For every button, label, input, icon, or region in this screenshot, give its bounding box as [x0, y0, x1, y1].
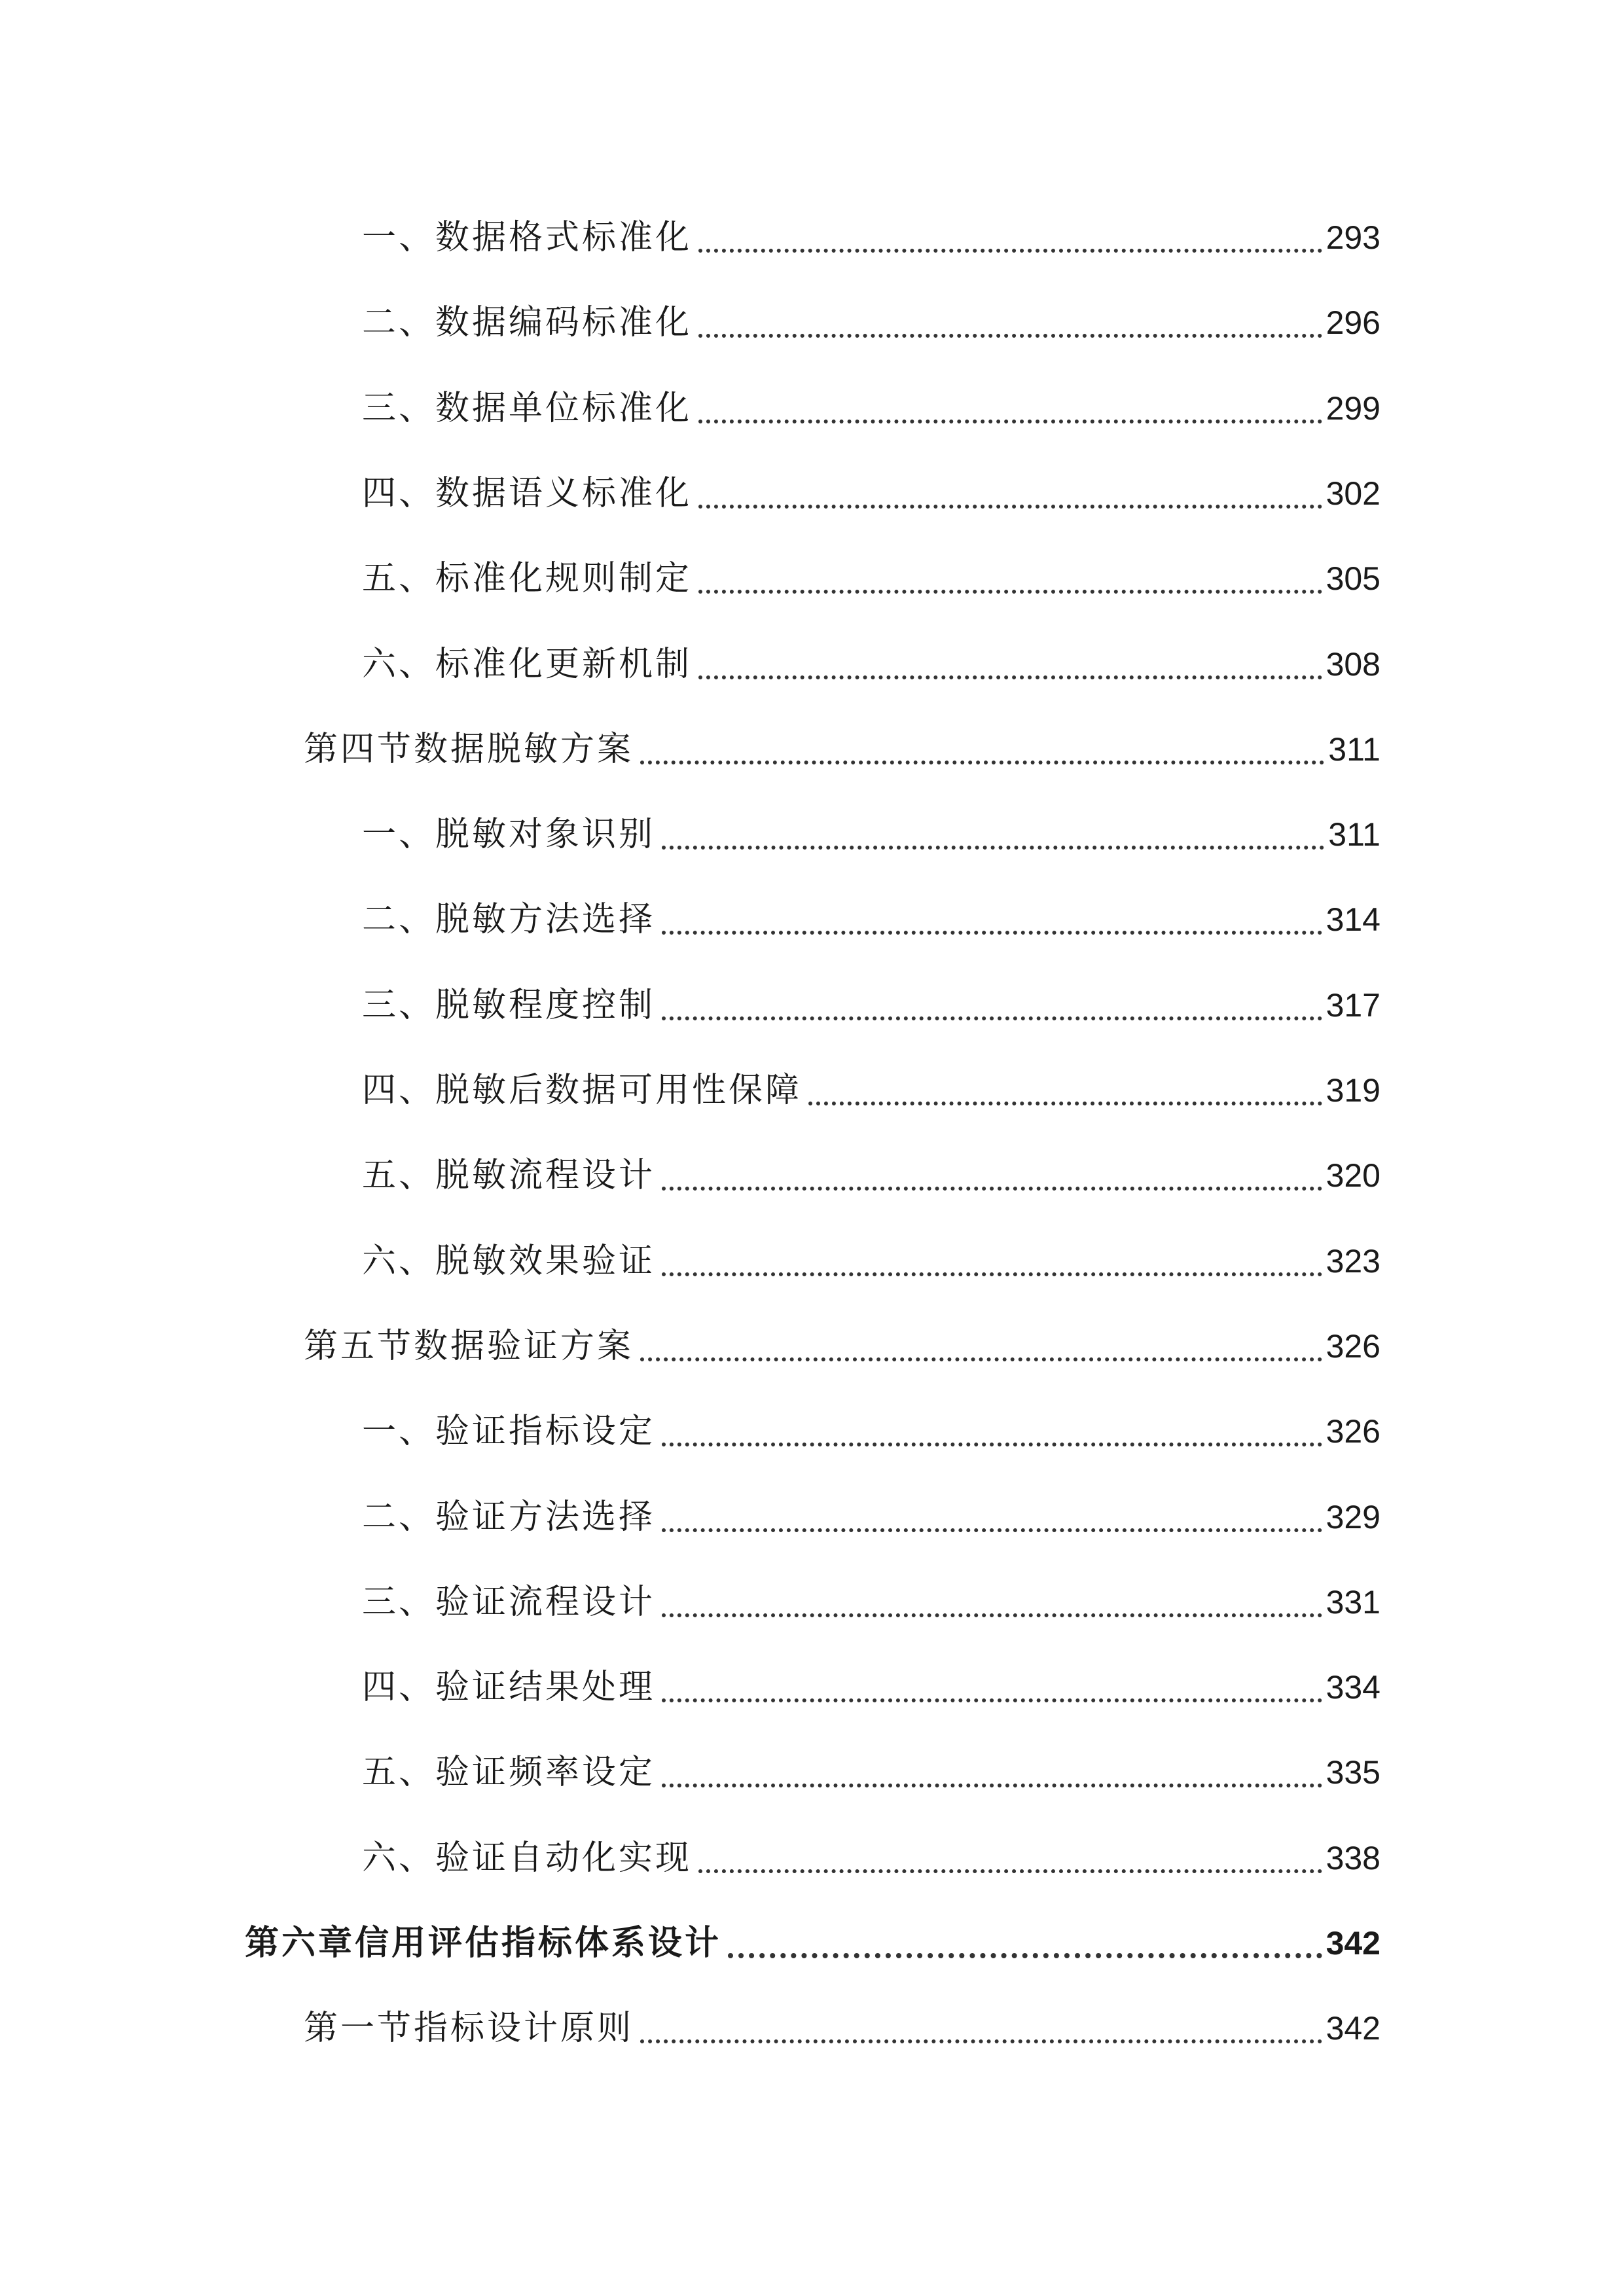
toc-entry-page-number: 335: [1326, 1754, 1380, 1791]
toc-entry-item[interactable]: [362, 1402, 1380, 1461]
toc-entry-title: 三、数据单位标准化: [362, 388, 693, 428]
toc-entry-page-number: 329: [1326, 1498, 1380, 1535]
toc-entry-section[interactable]: [304, 720, 1380, 779]
toc-entry-title: 四、数据语义标准化: [362, 473, 693, 513]
toc-entry-page-number: 331: [1326, 1583, 1380, 1621]
toc-entry-page-number: 299: [1326, 389, 1380, 427]
toc-entry-item[interactable]: [362, 1061, 1380, 1120]
toc-entry-title: 二、脱敏方法选择: [362, 900, 656, 940]
toc-entry-title: 六、标准化更新机制: [362, 644, 693, 684]
toc-entry-item[interactable]: [362, 1658, 1380, 1717]
toc-entry-title: 二、验证方法选择: [362, 1497, 656, 1537]
toc-entry-title: 六、脱敏效果验证: [362, 1241, 656, 1281]
toc-entry-page-number: 314: [1326, 901, 1380, 939]
toc-entry-title: 三、脱敏程度控制: [362, 985, 656, 1025]
toc-entry-section[interactable]: [304, 1999, 1380, 2058]
toc-entry-title: 一、验证指标设定: [362, 1412, 656, 1452]
toc-entry-page-number: 320: [1326, 1157, 1380, 1194]
toc-entry-item[interactable]: [362, 1829, 1380, 1888]
toc-dot-leader: [662, 1784, 1322, 1787]
toc-entry-title: 三、验证流程设计: [362, 1582, 656, 1622]
toc-dot-leader: [662, 931, 1322, 935]
toc-dot-leader: [662, 1698, 1322, 1702]
toc-entry-title: 五、标准化规则制定: [362, 559, 693, 599]
toc-entry-page-number: 326: [1326, 1327, 1380, 1365]
toc-entry-item[interactable]: [362, 549, 1380, 608]
toc-dot-leader: [728, 1953, 1322, 1958]
toc-entry-page-number: 342: [1326, 1925, 1380, 1962]
toc-dot-leader: [808, 1102, 1322, 1105]
toc-entry-item[interactable]: [362, 464, 1380, 523]
toc-dot-leader: [698, 1869, 1322, 1873]
toc-entry-title: 二、数据编码标准化: [362, 303, 693, 343]
toc-dot-leader: [698, 590, 1322, 594]
toc-entry-page-number: 311: [1328, 730, 1380, 768]
toc-entry-title: 四、脱敏后数据可用性保障: [362, 1071, 803, 1110]
toc-entry-page-number: 311: [1328, 816, 1380, 853]
toc-dot-leader: [662, 1528, 1322, 1532]
toc-entry-page-number: 342: [1326, 2010, 1380, 2047]
toc-dot-leader: [662, 1613, 1322, 1617]
toc-entry-item[interactable]: [362, 1232, 1380, 1291]
toc-entry-item[interactable]: [362, 1488, 1380, 1547]
toc-dot-leader: [698, 420, 1322, 423]
toc-entry-item[interactable]: [362, 976, 1380, 1035]
toc-entry-item[interactable]: [362, 1146, 1380, 1205]
toc-entry-page-number: 334: [1326, 1669, 1380, 1706]
toc-entry-title: 四、验证结果处理: [362, 1668, 656, 1708]
toc-entry-item[interactable]: [362, 890, 1380, 949]
toc-entry-title: 第五节数据验证方案: [304, 1326, 634, 1366]
toc-entry-title: 五、脱敏流程设计: [362, 1156, 656, 1196]
toc-entry-page-number: 305: [1326, 560, 1380, 598]
toc-entry-item[interactable]: [362, 379, 1380, 438]
toc-entry-chapter[interactable]: [245, 1914, 1380, 1973]
toc-dot-leader: [698, 334, 1322, 338]
toc-entry-item[interactable]: [362, 208, 1380, 267]
toc-entry-item[interactable]: [362, 805, 1380, 864]
toc-entry-title: 一、脱敏对象识别: [362, 815, 656, 855]
toc-dot-leader: [662, 1187, 1322, 1191]
toc-entry-page-number: 338: [1326, 1839, 1380, 1876]
toc-entry-section[interactable]: [304, 1317, 1380, 1376]
toc-dot-leader: [640, 1357, 1322, 1361]
toc-entry-item[interactable]: [362, 1743, 1380, 1802]
toc-dot-leader: [698, 505, 1322, 509]
toc-entry-item[interactable]: [362, 293, 1380, 352]
toc-entry-title: 五、验证频率设定: [362, 1753, 656, 1793]
toc-entry-title: 第六章信用评估指标体系设计: [245, 1924, 722, 1963]
toc-entry-page-number: 296: [1326, 304, 1380, 342]
toc-entry-item[interactable]: [362, 635, 1380, 694]
toc-entry-page-number: 293: [1326, 219, 1380, 256]
toc-dot-leader: [640, 761, 1324, 764]
toc-entry-page-number: 308: [1326, 645, 1380, 683]
toc-dot-leader: [640, 2039, 1322, 2043]
toc-dot-leader: [662, 846, 1324, 850]
toc-entry-page-number: 319: [1326, 1072, 1380, 1109]
toc-entry-title: 一、数据格式标准化: [362, 218, 693, 257]
toc-entry-page-number: 323: [1326, 1242, 1380, 1280]
toc-entry-title: 第一节指标设计原则: [304, 2009, 634, 2049]
toc-entry-title: 六、验证自动化实现: [362, 1838, 693, 1878]
toc-dot-leader: [662, 1016, 1322, 1020]
toc-dot-leader: [698, 249, 1322, 253]
toc-entry-title: 第四节数据脱敏方案: [304, 729, 634, 769]
toc-dot-leader: [662, 1443, 1322, 1446]
toc-entry-page-number: 317: [1326, 986, 1380, 1024]
toc-entry-page-number: 302: [1326, 475, 1380, 512]
toc-dot-leader: [698, 675, 1322, 679]
toc-entry-page-number: 326: [1326, 1413, 1380, 1450]
toc-dot-leader: [662, 1272, 1322, 1276]
toc-entry-item[interactable]: [362, 1573, 1380, 1632]
